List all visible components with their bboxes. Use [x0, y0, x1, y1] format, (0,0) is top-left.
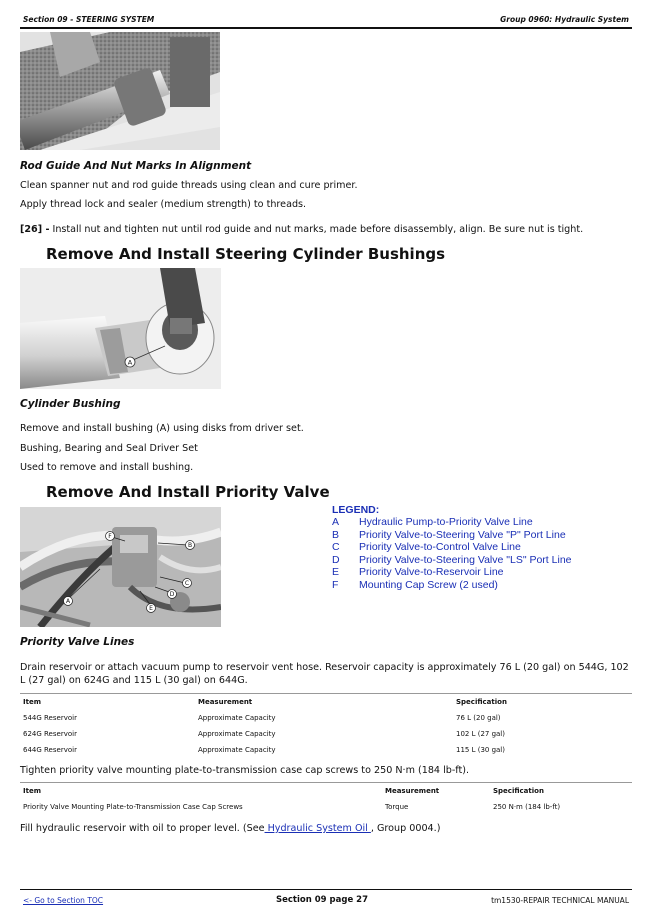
legend-text: Priority Valve-to-Steering Valve "P" Port Line — [359, 528, 566, 541]
table-cell: Torque — [385, 803, 409, 811]
table-cell: Approximate Capacity — [198, 746, 276, 754]
legend-text: Priority Valve-to-Reservoir Line — [359, 566, 504, 579]
go-to-section-toc-link[interactable]: <- Go to Section TOC — [23, 896, 104, 905]
legend-letter: C — [332, 541, 340, 554]
fill-text-after: , Group 0004.) — [370, 823, 441, 834]
table-cell: Priority Valve Mounting Plate-to-Transmission Case Cap Screws — [23, 803, 243, 811]
table-cell: 102 L (27 gal) — [456, 730, 505, 738]
valve-legend — [332, 504, 572, 592]
table-row — [23, 742, 623, 758]
table-row — [23, 799, 623, 815]
legend-item — [332, 516, 572, 529]
legend-text: Mounting Cap Screw (2 used) — [359, 578, 498, 591]
table-row — [23, 710, 623, 726]
table-header: Item — [23, 787, 41, 795]
rod-guide-photo — [20, 32, 220, 150]
table-cell: 544G Reservoir — [23, 714, 77, 722]
legend-letter: F — [332, 578, 339, 591]
torque-spec-table — [23, 783, 623, 815]
legend-letter: E — [332, 566, 340, 579]
valve-callout-f: F — [108, 533, 112, 541]
fill-text — [20, 822, 440, 835]
step-26 — [20, 223, 583, 236]
valve-callout-d: D — [169, 591, 175, 599]
legend-text: Priority Valve-to-Control Valve Line — [359, 541, 521, 554]
table-header: Specification — [456, 698, 507, 706]
bushing-callout-a: A — [127, 358, 133, 367]
rod-guide-line-1: Clean spanner nut and rod guide threads using clean and cure primer. — [20, 180, 358, 191]
table-row — [23, 726, 623, 742]
reservoir-capacity-table — [23, 694, 623, 758]
valve-callout-c: C — [184, 580, 190, 588]
table-header-row — [23, 694, 623, 710]
priority-valve-heading: Remove And Install Priority Valve — [46, 483, 330, 501]
hydraulic-system-oil-link[interactable]: Hydraulic System Oil — [264, 823, 371, 834]
legend-letter: D — [332, 553, 340, 566]
cylinder-bushing-photo — [20, 268, 221, 389]
table-header: Specification — [493, 787, 544, 795]
table-header: Measurement — [385, 787, 440, 795]
table-header: Item — [23, 698, 41, 706]
fill-text-before: Fill hydraulic reservoir with oil to proper level. (See — [20, 823, 265, 834]
bushing-caption: Cylinder Bushing — [20, 398, 121, 410]
priority-valve-caption: Priority Valve Lines — [20, 636, 135, 648]
table-cell: 250 N·m (184 lb-ft) — [493, 803, 561, 811]
table-cell: 115 L (30 gal) — [456, 746, 505, 754]
bushing-line-1: Remove and install bushing (A) using disks from driver set. — [20, 423, 304, 434]
table-header-row — [23, 783, 623, 799]
legend-text: Hydraulic Pump-to-Priority Valve Line — [359, 516, 533, 528]
drain-text-line-2: L (27 gal) on 624G and 115 L (30 gal) on 644G. — [20, 675, 248, 686]
footer-divider — [20, 889, 632, 890]
valve-callout-a: A — [65, 598, 71, 606]
table-cell: 644G Reservoir — [23, 746, 77, 754]
bushing-line-3: Used to remove and install bushing. — [20, 462, 194, 473]
bushings-heading: Remove And Install Steering Cylinder Bushings — [46, 245, 446, 263]
legend-title: LEGEND: — [332, 504, 380, 516]
legend-item — [332, 529, 572, 542]
rod-guide-line-2: Apply thread lock and sealer (medium strength) to threads. — [20, 199, 307, 210]
legend-item — [332, 541, 572, 554]
legend-item — [332, 566, 572, 579]
rod-guide-caption: Rod Guide And Nut Marks In Alignment — [20, 160, 252, 172]
tighten-text: Tighten priority valve mounting plate-to-transmission case cap screws to 250 N·m (184 lb-ft). — [20, 765, 470, 776]
priority-valve-photo — [20, 507, 221, 627]
legend-item — [332, 554, 572, 567]
legend-letter: B — [332, 528, 340, 541]
footer-page-number: Section 09 page 27 — [276, 895, 368, 905]
table-cell: Approximate Capacity — [198, 714, 276, 722]
step-text: Install nut and tighten nut until rod guide and nut marks, made before disassembly, align. Be sure nut is tight. — [49, 224, 584, 235]
bushing-line-2: Bushing, Bearing and Seal Driver Set — [20, 443, 198, 454]
footer-manual-title: tm1530-REPAIR TECHNICAL MANUAL — [491, 896, 629, 905]
header-divider — [20, 27, 632, 29]
drain-text-line-1: Drain reservoir or attach vacuum pump to reservoir vent hose. Reservoir capacity is approximately 76 L (20 gal) on 544G, 102 — [20, 662, 629, 673]
header-group-title: Group 0960: Hydraulic System — [500, 15, 629, 24]
legend-item — [332, 579, 572, 592]
drain-text — [20, 661, 635, 687]
valve-callout-e: E — [149, 605, 153, 613]
header-section-title: Section 09 - STEERING SYSTEM — [23, 15, 155, 24]
valve-callout-b: B — [187, 542, 193, 550]
table-header: Measurement — [198, 698, 253, 706]
legend-text: Priority Valve-to-Steering Valve "LS" Port Line — [359, 553, 572, 566]
table-cell: 76 L (20 gal) — [456, 714, 501, 722]
legend-letter: A — [332, 516, 340, 528]
table-cell: Approximate Capacity — [198, 730, 276, 738]
step-number: [26] - — [20, 224, 50, 235]
table-cell: 624G Reservoir — [23, 730, 77, 738]
